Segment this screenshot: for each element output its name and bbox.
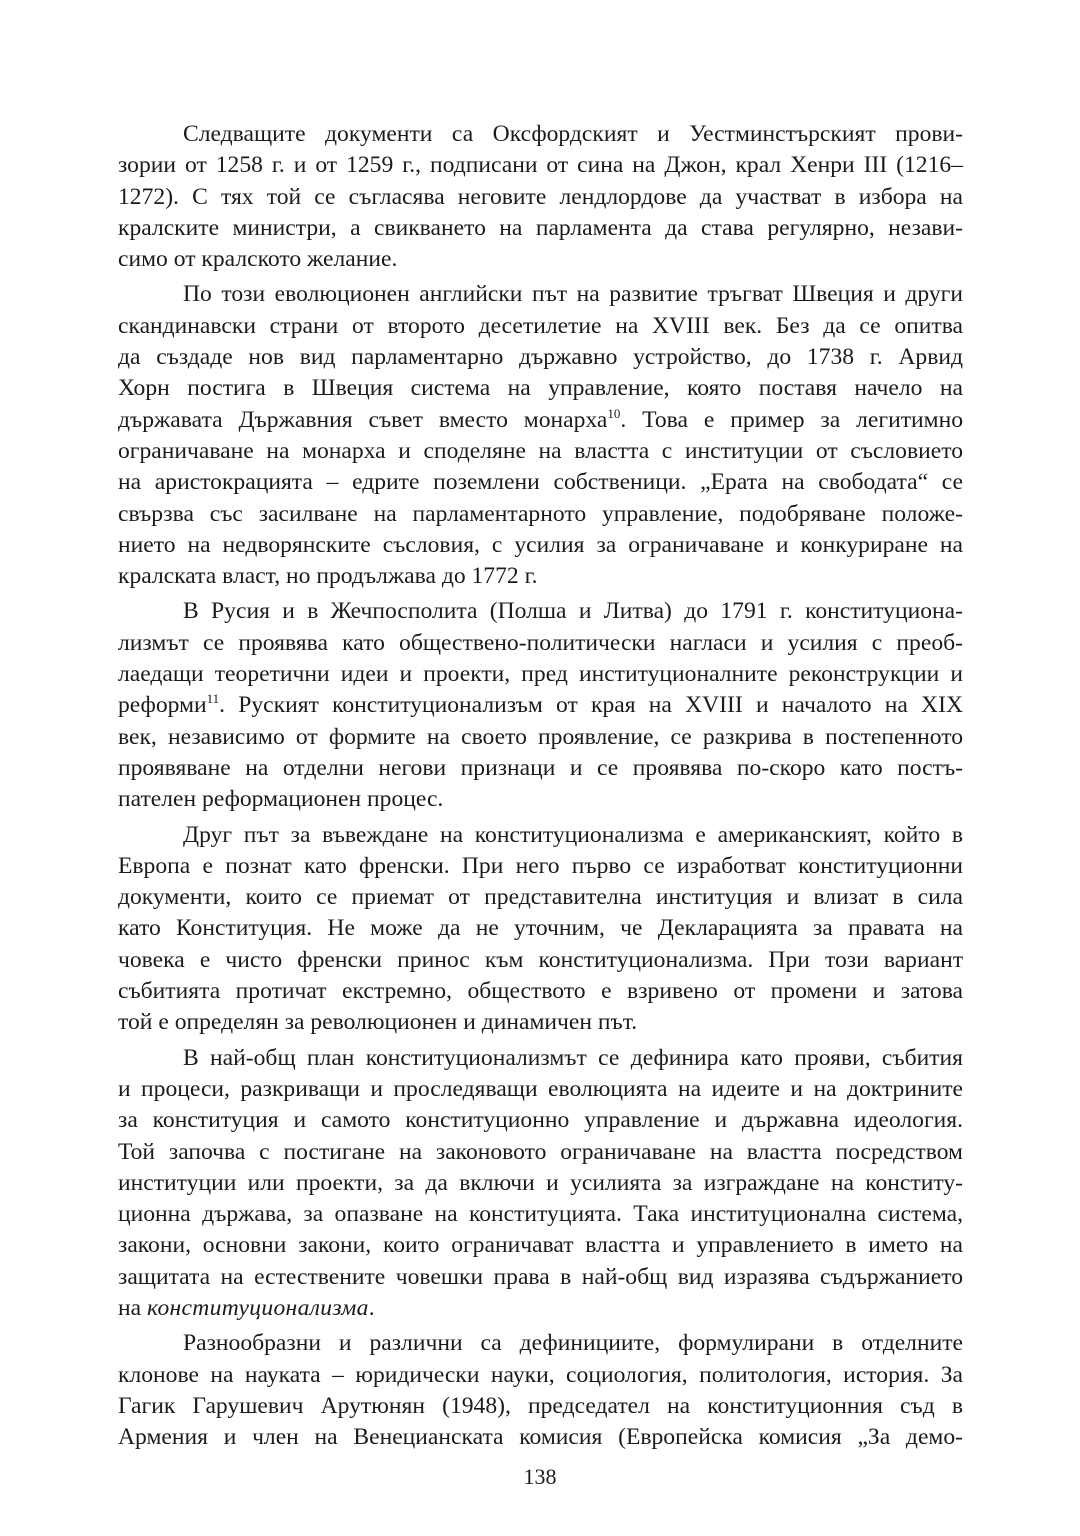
text-line: документи, които се приемат от представителна институция и влизат в сила bbox=[118, 884, 963, 911]
text-line: По този еволюционен английски път на развитие тръгват Швеция и други bbox=[183, 281, 963, 308]
text-line: като Конституция. Не може да не уточним, че Декларацията за правата на bbox=[118, 915, 963, 942]
text-line: институции или проекти, за да включи и усилията за изграждане на конститу- bbox=[118, 1169, 963, 1196]
text-line: и процеси, разкриващи и проследяващи еволюцията на идеите и на доктрините bbox=[118, 1075, 963, 1102]
text-segment: . Руският конституционализъм от края на XVIII и началото на XIX bbox=[219, 692, 963, 719]
text-line: кралските министри, а свикването на парламента да става регулярно, незави- bbox=[118, 214, 963, 241]
footnote-marker: 11 bbox=[206, 691, 220, 707]
text-line: той е определян за революционен и динамичен път. bbox=[118, 1009, 638, 1036]
text-line: 1272). С тях той се съгласява неговите лендлордове да участват в избора на bbox=[118, 183, 963, 210]
paragraph bbox=[118, 1043, 963, 1325]
text-line: закони, основни закони, които ограничават властта и управлението в името на bbox=[118, 1232, 963, 1259]
paragraph bbox=[118, 820, 963, 1039]
text-line: зории от 1258 г. и от 1259 г., подписани от сина на Джон, крал Хенри III (1216– bbox=[118, 152, 963, 179]
text-line: лизмът се проявява като обществено-политически нагласи и усилия с преоб- bbox=[118, 629, 963, 656]
text-line: пателен реформационен процес. bbox=[118, 786, 444, 813]
text-line bbox=[118, 1293, 963, 1324]
text-line: скандинавски страни от второто десетилетие на XVIII век. Без да се опитва bbox=[118, 312, 963, 339]
text-line: нието на недворянските съсловия, с усилия за ограничаване и конкуриране на bbox=[118, 531, 963, 558]
text-line bbox=[118, 405, 963, 436]
text-segment: държавата Държавния съвет вместо монарха bbox=[118, 406, 608, 433]
text-line: Следващите документи са Оксфордският и Уестминстърският прови- bbox=[183, 121, 963, 147]
text-line: В Русия и в Жечпосполита (Полша и Литва) до 1791 г. конституциона- bbox=[183, 598, 963, 625]
text-segment: . Това е пример за легитимно bbox=[620, 406, 963, 433]
text-line bbox=[118, 690, 963, 721]
text-segment: реформи bbox=[118, 692, 207, 719]
footnote-marker: 10 bbox=[607, 405, 621, 421]
text-line: събитията протичат екстремно, обществото е взривено от промени и затова bbox=[118, 978, 963, 1005]
text-line: да създаде нов вид парламентарно държавно устройство, до 1738 г. Арвид bbox=[118, 344, 963, 371]
text-line: Друг път за въвеждане на конституционализма е американският, който в bbox=[183, 821, 963, 848]
text-line: Европа е познат като френски. При него първо се изработват конституционни bbox=[118, 852, 963, 879]
paragraph bbox=[118, 119, 963, 275]
text-line: проявяване на отделни негови признаци и се проявява по-скоро като постъ- bbox=[118, 754, 963, 781]
text-line: клонове на науката – юридически науки, социология, политология, история. За bbox=[118, 1361, 963, 1388]
text-line: свързва със засилване на парламентарното управление, подобряване положе- bbox=[118, 500, 963, 527]
text-line: Той започва с постигане на законовото ограничаване на властта посредством bbox=[118, 1138, 963, 1165]
text-line: на аристокрацията – едрите поземлени собственици. „Ерата на свободата“ се bbox=[118, 469, 963, 496]
text-line: Гагик Гарушевич Арутюнян (1948), председател на конституционния съд в bbox=[118, 1392, 963, 1419]
text-line: лаедащи теоретични идеи и проекти, пред институционалните реконструкции и bbox=[118, 661, 963, 688]
text-line: В най-общ план конституционализмът се дефинира като прояви, събития bbox=[183, 1044, 963, 1071]
text-line: кралската власт, но продължава до 1772 г. bbox=[118, 563, 538, 590]
italic-term: конституционализма bbox=[147, 1294, 369, 1321]
text-line: ограничаване на монарха и споделяне на властта с институции от съсловието bbox=[118, 437, 963, 464]
text-line: защитата на естествените човешки права в най-общ вид изразява съдържанието bbox=[118, 1263, 963, 1290]
paragraph bbox=[118, 279, 963, 592]
text-line: век, независимо от формите на своето проявление, се разкрива в постепенното bbox=[118, 723, 963, 750]
text-line: Хорн постига в Швеция система на управление, която поставя начело на bbox=[118, 375, 963, 402]
page-number: 138 bbox=[523, 1464, 557, 1489]
text-line: симо от кралското желание. bbox=[118, 246, 398, 273]
paragraph bbox=[118, 596, 963, 815]
body-text bbox=[118, 119, 963, 1453]
text-segment: . bbox=[368, 1294, 375, 1321]
text-line: за конституция и самото конституционно управление и държавна идеология. bbox=[118, 1107, 963, 1134]
text-segment: на bbox=[118, 1294, 147, 1321]
text-line: човека е чисто френски принос към конституционализма. При този вариант bbox=[118, 946, 963, 973]
text-line: Разнообразни и различни са дефинициите, формулирани в отделните bbox=[183, 1330, 963, 1357]
text-line: ционна държава, за опазване на конституцията. Така институционална система, bbox=[118, 1201, 963, 1228]
text-line: Армения и член на Венецианската комисия (Европейска комисия „За демо- bbox=[118, 1424, 963, 1451]
paragraph bbox=[118, 1328, 963, 1453]
